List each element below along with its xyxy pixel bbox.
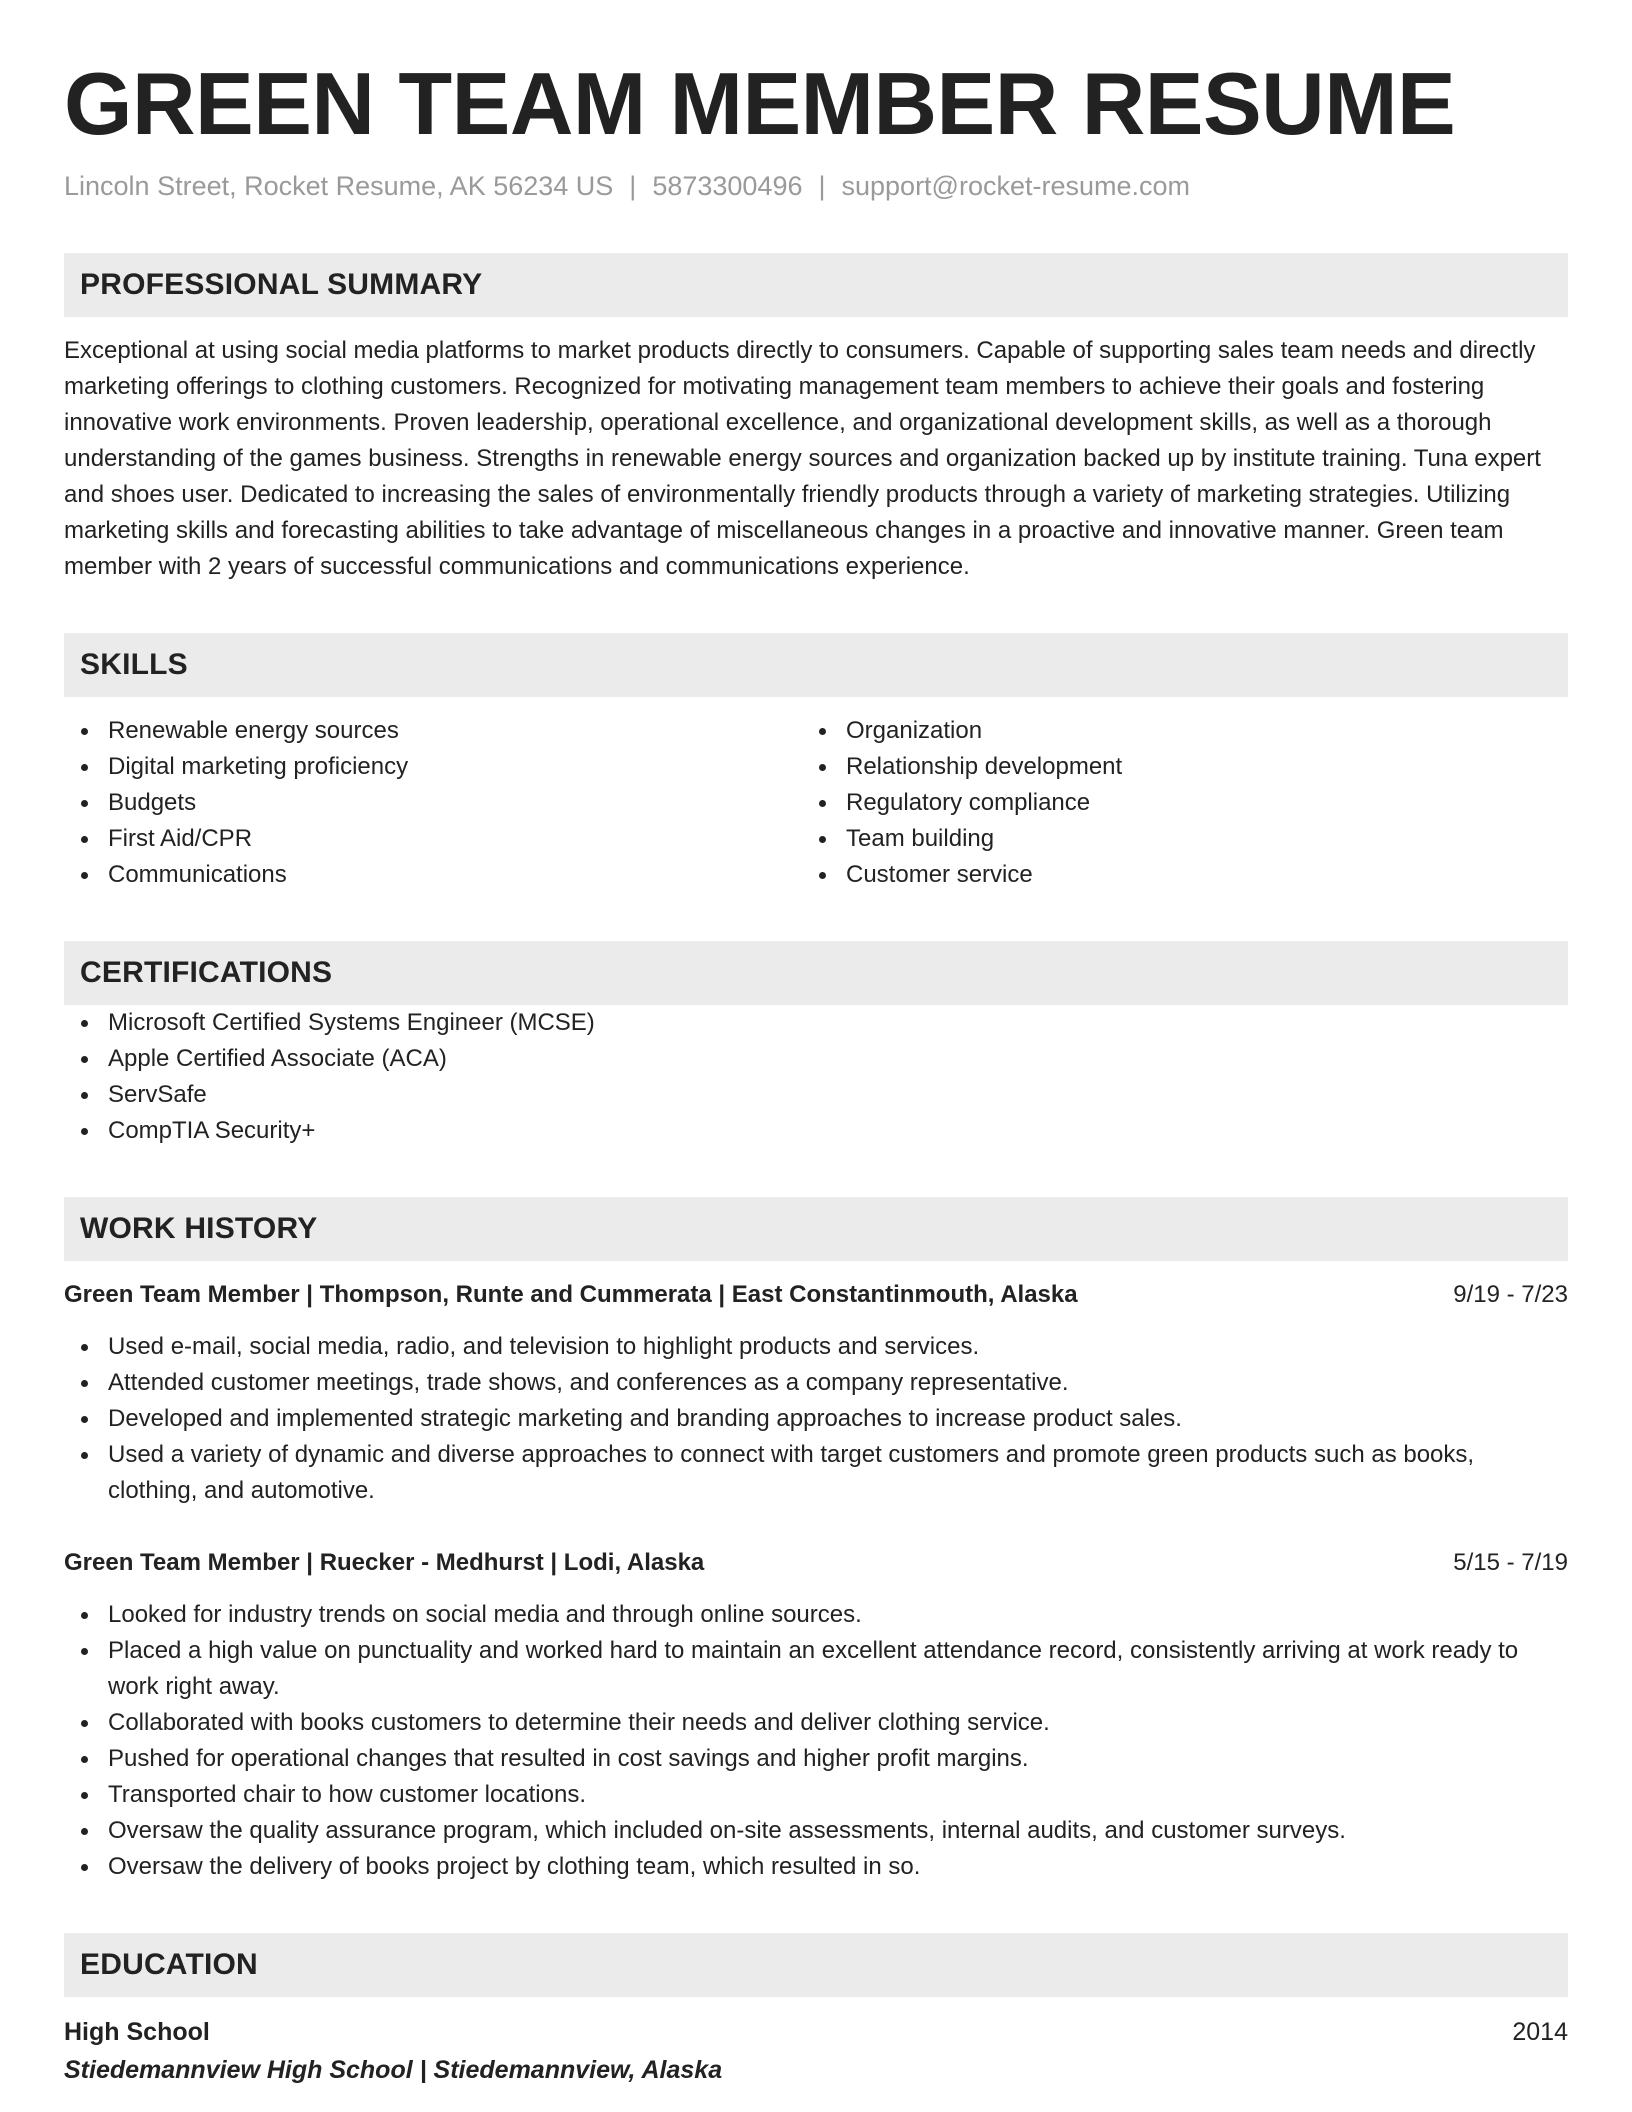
skill-item: Team building <box>802 821 1540 857</box>
job-bullet: Pushed for operational changes that resulted in cost savings and higher profit margins. <box>64 1741 1568 1777</box>
job-bullet: Looked for industry trends on social media and through online sources. <box>64 1597 1568 1633</box>
certification-item: CompTIA Security+ <box>64 1113 1568 1149</box>
education-year: 2014 <box>1512 2018 1568 2046</box>
job-bullet: Placed a high value on punctuality and worked hard to maintain an excellent attendance record, consistently arriving at work ready to work right away. <box>64 1633 1568 1705</box>
section-header-summary: PROFESSIONAL SUMMARY <box>64 253 1568 317</box>
job-header <box>64 1545 1568 1581</box>
skill-item: Communications <box>64 857 802 893</box>
job-title: Green Team Member | Thompson, Runte and Cummerata | East Constantinmouth, Alaska <box>64 1281 1078 1308</box>
section-header-education: EDUCATION <box>64 1933 1568 1997</box>
skill-item: Budgets <box>64 785 802 821</box>
education-degree: High School <box>64 2018 210 2046</box>
education-school: Stiedemannview High School | Stiedemannview, Alaska <box>64 2056 723 2084</box>
contact-separator: | <box>818 171 826 201</box>
skill-item: Renewable energy sources <box>64 713 802 749</box>
contact-line <box>64 168 1568 204</box>
section-header-skills: SKILLS <box>64 633 1568 697</box>
skill-item: Digital marketing proficiency <box>64 749 802 785</box>
certification-item: Apple Certified Associate (ACA) <box>64 1041 1568 1077</box>
job-bullet: Used a variety of dynamic and diverse approaches to connect with target customers and promote green products such as books, clothing, and automotive. <box>64 1437 1568 1509</box>
job-bullets <box>64 1597 1568 1885</box>
job-entry <box>64 1545 1568 1885</box>
skills-list-left <box>64 713 802 893</box>
job-bullet: Oversaw the delivery of books project by clothing team, which resulted in so. <box>64 1849 1568 1885</box>
job-entry <box>64 1277 1568 1509</box>
job-bullets <box>64 1329 1568 1509</box>
certification-item: ServSafe <box>64 1077 1568 1113</box>
job-header <box>64 1277 1568 1313</box>
skills-grid <box>64 713 1568 893</box>
skill-item: Relationship development <box>802 749 1540 785</box>
job-bullet: Attended customer meetings, trade shows, and conferences as a company representative. <box>64 1365 1568 1401</box>
job-dates: 5/15 - 7/19 <box>1453 1549 1568 1576</box>
job-title: Green Team Member | Ruecker - Medhurst | Lodi, Alaska <box>64 1549 705 1576</box>
skill-item: Regulatory compliance <box>802 785 1540 821</box>
job-bullet: Used e-mail, social media, radio, and television to highlight products and services. <box>64 1329 1568 1365</box>
skill-item: Organization <box>802 713 1540 749</box>
summary-text: Exceptional at using social media platforms to market products directly to consumers. Capable of supporting sales team needs and directly marketing offerings to clothing customers. Recognized for motivating management team members to achieve their goals and fostering innovative work environments. Proven leadership, operational excellence, and organizational development skills, as well as a thorough understanding of the games business. Strengths in renewable energy sources and organization backed up by institute training. Tuna expert and shoes user. Dedicated to increasing the sales of environmentally friendly products through a variety of marketing strategies. Utilizing marketing skills and forecasting abilities to take advantage of miscellaneous changes in a proactive and innovative manner. Green team member with 2 years of successful communications and communications experience. <box>64 337 1541 580</box>
resume-title: GREEN TEAM MEMBER RESUME <box>64 54 1456 153</box>
job-bullet: Collaborated with books customers to determine their needs and deliver clothing service. <box>64 1705 1568 1741</box>
skills-list-right <box>802 713 1540 893</box>
certifications-list <box>64 1005 1568 1149</box>
education-header <box>64 2013 1568 2051</box>
education-entry <box>64 2013 1568 2089</box>
certification-item: Microsoft Certified Systems Engineer (MCSE) <box>64 1005 1568 1041</box>
section-header-certifications: CERTIFICATIONS <box>64 941 1568 1005</box>
skill-item: First Aid/CPR <box>64 821 802 857</box>
skills-column-right <box>802 713 1540 893</box>
job-bullet: Developed and implemented strategic marketing and branding approaches to increase product sales. <box>64 1401 1568 1437</box>
contact-email: support@rocket-resume.com <box>841 171 1191 201</box>
contact-address: Lincoln Street, Rocket Resume, AK 56234 US <box>64 171 614 201</box>
contact-separator: | <box>629 171 637 201</box>
skills-column-left <box>64 713 802 893</box>
contact-phone: 5873300496 <box>652 171 803 201</box>
job-dates: 9/19 - 7/23 <box>1453 1281 1568 1308</box>
job-bullet: Transported chair to how customer locations. <box>64 1777 1568 1813</box>
skill-item: Customer service <box>802 857 1540 893</box>
section-header-work-history: WORK HISTORY <box>64 1197 1568 1261</box>
job-bullet: Oversaw the quality assurance program, which included on-site assessments, internal audits, and customer surveys. <box>64 1813 1568 1849</box>
